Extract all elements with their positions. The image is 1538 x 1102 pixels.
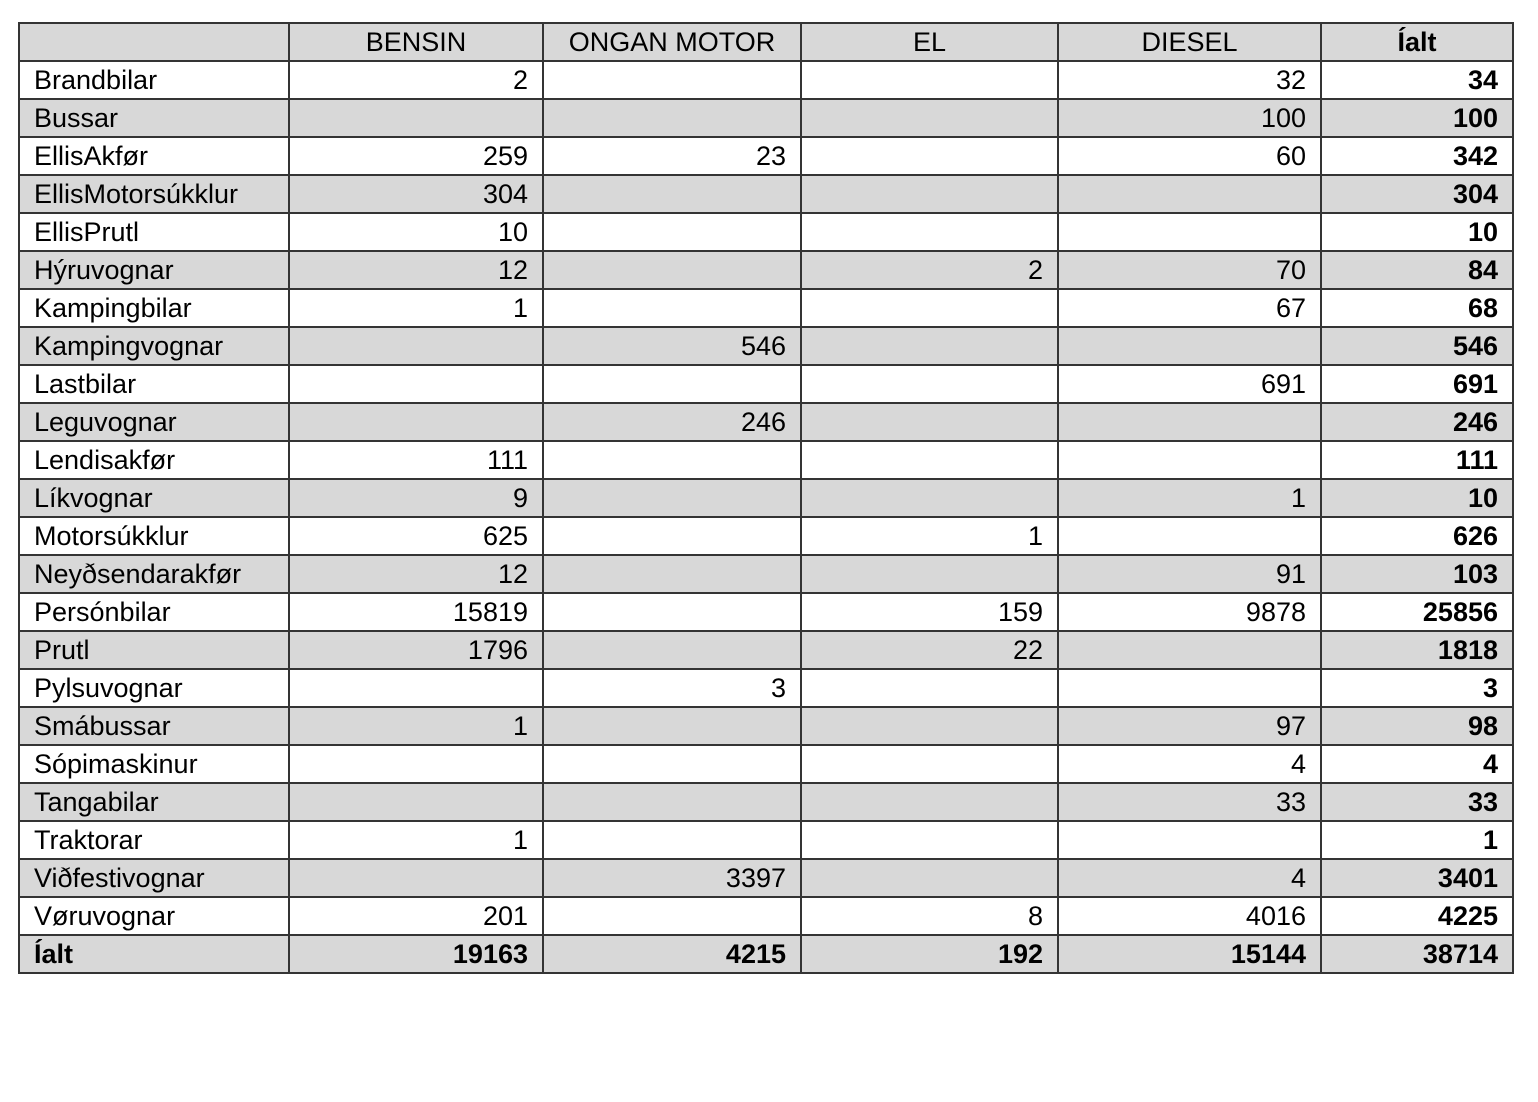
row-label-cell: EllisMotorsúkklur [19,175,289,213]
value-cell [801,555,1058,593]
table-row [19,707,1513,745]
row-total-cell: 546 [1321,327,1513,365]
row-total-cell: 100 [1321,99,1513,137]
value-cell [289,365,543,403]
table-row [19,213,1513,251]
value-cell [289,783,543,821]
value-cell: 60 [1058,137,1321,175]
value-cell [289,745,543,783]
value-cell: 9878 [1058,593,1321,631]
value-cell: 111 [289,441,543,479]
row-label-cell: Traktorar [19,821,289,859]
row-label-cell: Prutl [19,631,289,669]
value-cell [543,555,801,593]
value-cell: 4 [1058,745,1321,783]
value-cell: 246 [543,403,801,441]
value-cell: 10 [289,213,543,251]
row-total-cell: 34 [1321,61,1513,99]
value-cell: 67 [1058,289,1321,327]
value-cell: 546 [543,327,801,365]
value-cell [1058,213,1321,251]
table-row [19,289,1513,327]
row-label-cell: EllisPrutl [19,213,289,251]
header-row-label [19,23,289,61]
value-cell: 1 [289,289,543,327]
value-cell [543,441,801,479]
value-cell [543,593,801,631]
value-cell [543,517,801,555]
table-row [19,441,1513,479]
row-label-cell: EllisAkfør [19,137,289,175]
value-cell [801,859,1058,897]
table-row [19,783,1513,821]
header-bensin: BENSIN [289,23,543,61]
value-cell: 159 [801,593,1058,631]
table-row [19,631,1513,669]
value-cell [543,175,801,213]
row-label-cell: Neyðsendarakfør [19,555,289,593]
table-row [19,99,1513,137]
row-total-cell: 33 [1321,783,1513,821]
row-total-cell: 304 [1321,175,1513,213]
row-label-cell: Íalt [19,935,289,973]
value-cell [543,365,801,403]
value-cell: 4016 [1058,897,1321,935]
value-cell [289,859,543,897]
vehicle-count-table [18,22,1514,974]
value-cell [289,327,543,365]
value-cell [1058,631,1321,669]
header-diesel: DIESEL [1058,23,1321,61]
value-cell [801,745,1058,783]
row-label-cell: Vøruvognar [19,897,289,935]
value-cell: 32 [1058,61,1321,99]
value-cell: 100 [1058,99,1321,137]
value-cell [543,99,801,137]
value-cell [801,479,1058,517]
value-cell [543,289,801,327]
value-cell: 691 [1058,365,1321,403]
value-cell [1058,441,1321,479]
row-total-cell: 3 [1321,669,1513,707]
value-cell: 91 [1058,555,1321,593]
value-cell [543,897,801,935]
value-cell [543,707,801,745]
value-cell: 23 [543,137,801,175]
value-cell: 3 [543,669,801,707]
value-cell: 8 [801,897,1058,935]
row-label-cell: Tangabilar [19,783,289,821]
table-row [19,137,1513,175]
value-cell [801,175,1058,213]
value-cell [543,479,801,517]
row-total-cell: 626 [1321,517,1513,555]
value-cell: 304 [289,175,543,213]
total-row [19,935,1513,973]
value-cell [289,99,543,137]
row-total-cell: 1 [1321,821,1513,859]
row-label-cell: Leguvognar [19,403,289,441]
value-cell [289,403,543,441]
table-row [19,365,1513,403]
value-cell [801,327,1058,365]
row-total-cell: 246 [1321,403,1513,441]
value-cell [1058,517,1321,555]
row-label-cell: Smábussar [19,707,289,745]
row-label-cell: Lendisakfør [19,441,289,479]
table-row [19,593,1513,631]
row-total-cell: 98 [1321,707,1513,745]
value-cell [543,631,801,669]
value-cell [801,821,1058,859]
value-cell [801,441,1058,479]
row-total-cell: 68 [1321,289,1513,327]
value-cell: 33 [1058,783,1321,821]
value-cell: 192 [801,935,1058,973]
value-cell: 19163 [289,935,543,973]
row-total-cell: 84 [1321,251,1513,289]
value-cell [801,365,1058,403]
row-total-cell: 4225 [1321,897,1513,935]
value-cell [1058,669,1321,707]
row-label-cell: Hýruvognar [19,251,289,289]
row-label-cell: Pylsuvognar [19,669,289,707]
value-cell: 3397 [543,859,801,897]
row-total-cell: 111 [1321,441,1513,479]
table-row [19,403,1513,441]
value-cell: 2 [289,61,543,99]
row-label-cell: Viðfestivognar [19,859,289,897]
row-label-cell: Bussar [19,99,289,137]
header-ongan-motor: ONGAN MOTOR [543,23,801,61]
row-label-cell: Persónbilar [19,593,289,631]
value-cell [801,213,1058,251]
value-cell [801,707,1058,745]
value-cell: 201 [289,897,543,935]
row-total-cell: 1818 [1321,631,1513,669]
value-cell: 22 [801,631,1058,669]
value-cell [1058,821,1321,859]
value-cell: 97 [1058,707,1321,745]
table-row [19,517,1513,555]
row-total-cell: 25856 [1321,593,1513,631]
row-total-cell: 103 [1321,555,1513,593]
table-row [19,327,1513,365]
value-cell: 12 [289,251,543,289]
row-total-cell: 4 [1321,745,1513,783]
row-label-cell: Sópimaskinur [19,745,289,783]
row-total-cell: 691 [1321,365,1513,403]
row-label-cell: Lastbilar [19,365,289,403]
value-cell: 2 [801,251,1058,289]
table-row [19,859,1513,897]
value-cell: 70 [1058,251,1321,289]
row-label-cell: Brandbilar [19,61,289,99]
row-total-cell: 3401 [1321,859,1513,897]
value-cell: 1 [801,517,1058,555]
value-cell: 259 [289,137,543,175]
value-cell [543,61,801,99]
value-cell: 4 [1058,859,1321,897]
row-label-cell: Motorsúkklur [19,517,289,555]
value-cell: 1796 [289,631,543,669]
table-row [19,61,1513,99]
row-total-cell: 38714 [1321,935,1513,973]
value-cell: 15819 [289,593,543,631]
value-cell [543,213,801,251]
table-row [19,251,1513,289]
table-row [19,479,1513,517]
row-total-cell: 10 [1321,213,1513,251]
value-cell: 1 [289,821,543,859]
row-label-cell: Kampingvognar [19,327,289,365]
value-cell: 9 [289,479,543,517]
row-total-cell: 342 [1321,137,1513,175]
value-cell [801,669,1058,707]
row-label-cell: Líkvognar [19,479,289,517]
value-cell [801,289,1058,327]
row-label-cell: Kampingbilar [19,289,289,327]
table-body [19,61,1513,973]
value-cell [801,61,1058,99]
value-cell [801,403,1058,441]
header-total: Íalt [1321,23,1513,61]
table-header-row [19,23,1513,61]
table-row [19,821,1513,859]
value-cell: 12 [289,555,543,593]
table-row [19,745,1513,783]
value-cell [543,821,801,859]
value-cell [801,783,1058,821]
value-cell: 625 [289,517,543,555]
value-cell [1058,175,1321,213]
value-cell [543,783,801,821]
value-cell [1058,403,1321,441]
header-el: EL [801,23,1058,61]
row-total-cell: 10 [1321,479,1513,517]
value-cell: 1 [289,707,543,745]
table-row [19,555,1513,593]
value-cell [543,745,801,783]
value-cell [1058,327,1321,365]
table-row [19,175,1513,213]
value-cell [801,99,1058,137]
table-row [19,669,1513,707]
value-cell [543,251,801,289]
value-cell: 4215 [543,935,801,973]
value-cell: 1 [1058,479,1321,517]
value-cell [289,669,543,707]
table-row [19,897,1513,935]
value-cell [801,137,1058,175]
value-cell: 15144 [1058,935,1321,973]
